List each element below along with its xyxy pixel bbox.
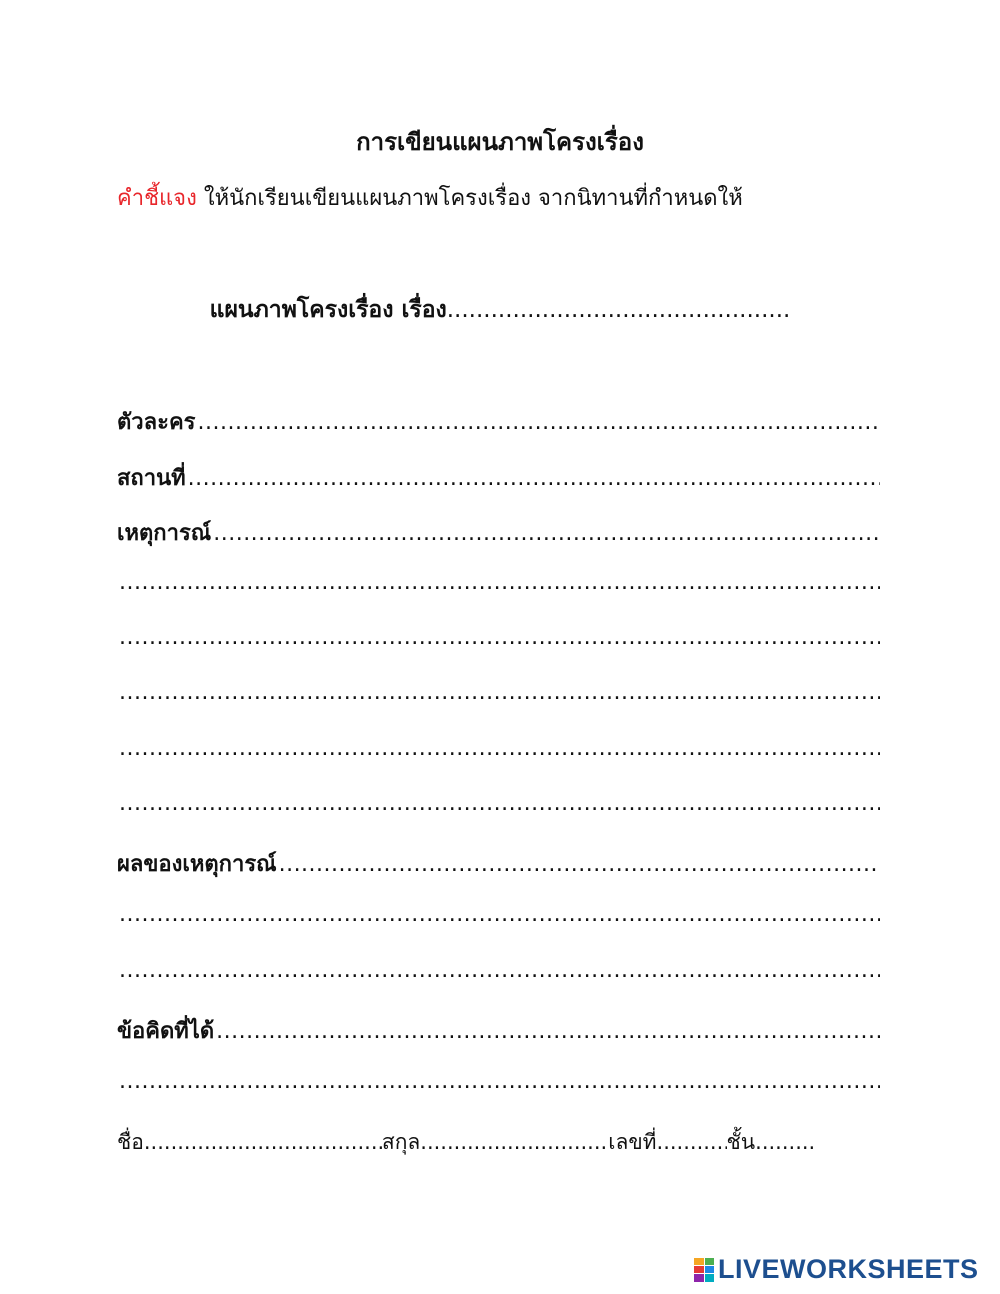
answer-blank bbox=[279, 852, 880, 877]
answer-blank bbox=[188, 466, 880, 491]
logo-tile bbox=[705, 1266, 715, 1273]
events-line-continued bbox=[117, 570, 880, 604]
name-blank bbox=[144, 1130, 382, 1154]
line-label: เหตุการณ์ bbox=[117, 521, 212, 546]
answer-blank bbox=[119, 902, 880, 927]
moral-line-continued bbox=[117, 1069, 880, 1103]
number-blank bbox=[657, 1130, 727, 1154]
events-line bbox=[117, 515, 880, 549]
brand-name: LIVEWORKSHEETS bbox=[718, 1254, 979, 1284]
answer-blank bbox=[119, 791, 880, 816]
surname-blank bbox=[420, 1130, 608, 1154]
answer-blank bbox=[119, 680, 880, 705]
answer-blank bbox=[197, 410, 880, 435]
diagram-heading bbox=[0, 292, 1000, 328]
events-line-continued bbox=[117, 680, 880, 714]
instruction bbox=[117, 180, 743, 215]
logo-tile bbox=[694, 1266, 704, 1273]
moral-line bbox=[117, 1013, 880, 1047]
outcome-line bbox=[117, 846, 880, 880]
name-label: ชื่อ bbox=[117, 1130, 144, 1154]
logo-tile bbox=[694, 1258, 704, 1265]
answer-blank bbox=[119, 1069, 880, 1094]
setting-line bbox=[117, 460, 880, 494]
answer-blank bbox=[213, 521, 880, 546]
class-blank bbox=[755, 1130, 817, 1154]
answer-blank bbox=[119, 625, 880, 650]
line-label: สถานที่ bbox=[117, 466, 186, 491]
surname-label: สกุล bbox=[381, 1130, 421, 1154]
instruction-label: คำชี้แจง bbox=[117, 186, 197, 211]
logo-tile bbox=[705, 1274, 715, 1281]
liveworksheets-logo-icon bbox=[694, 1258, 714, 1282]
outcome-line-continued bbox=[117, 958, 880, 992]
outcome-line-continued bbox=[117, 902, 880, 936]
class-label: ชั้น bbox=[726, 1130, 756, 1154]
events-line-continued bbox=[117, 736, 880, 770]
events-line-continued bbox=[117, 791, 880, 825]
answer-blank bbox=[216, 1019, 880, 1044]
events-line-continued bbox=[117, 625, 880, 659]
line-label: ข้อคิดที่ได้ bbox=[117, 1019, 215, 1044]
characters-line bbox=[117, 404, 880, 438]
line-label: ตัวละคร bbox=[117, 410, 196, 435]
logo-tile bbox=[705, 1258, 715, 1265]
logo-tile bbox=[694, 1274, 704, 1281]
story-title-blank: ............................................... bbox=[446, 297, 791, 323]
instruction-text: ให้นักเรียนเขียนแผนภาพโครงเรื่อง จากนิทานที่กำหนดให้ bbox=[196, 186, 743, 211]
student-info-line bbox=[117, 1126, 880, 1159]
line-label: ผลของเหตุการณ์ bbox=[117, 852, 277, 877]
answer-blank bbox=[119, 570, 880, 595]
number-label: เลขที่ bbox=[608, 1130, 657, 1154]
liveworksheets-brand bbox=[694, 1254, 979, 1285]
answer-blank bbox=[119, 736, 880, 761]
worksheet-title: การเขียนแผนภาพโครงเรื่อง bbox=[356, 128, 644, 156]
diagram-heading-text: แผนภาพโครงเรื่อง เรื่อง bbox=[209, 297, 447, 323]
answer-blank bbox=[119, 958, 880, 983]
